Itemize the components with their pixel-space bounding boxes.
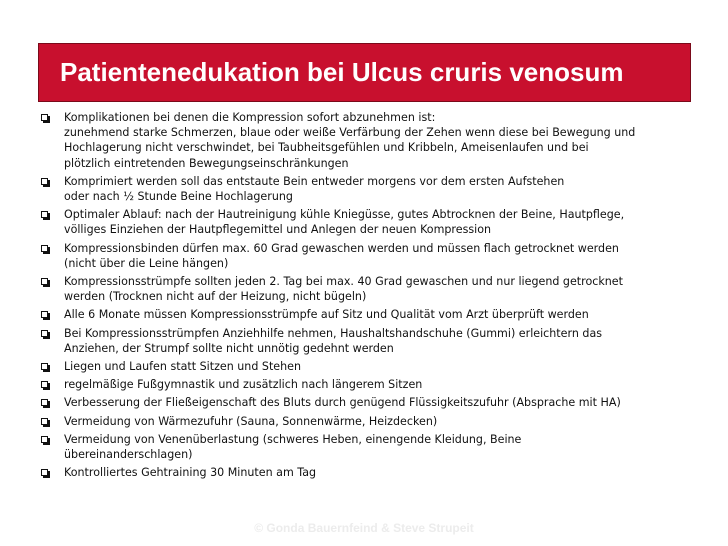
list-item-text: Optimaler Ablauf: nach der Hautreinigung kühle Kniegüsse, gutes Abtrocknen der Beine, Hautpflege, — [64, 208, 625, 222]
list-item-text: Hochlagerung nicht verschwindet, bei Taubheitsgefühlen und Kribbeln, Ameisenlaufen und bei — [64, 141, 589, 155]
list-item — [41, 359, 691, 374]
list-item-text: völliges Einziehen der Hautpflegemittel und Anlegen der neuen Kompression — [64, 223, 492, 237]
list-item — [41, 241, 691, 271]
list-item-text: zunehmend starke Schmerzen, blaue oder weiße Verfärbung der Zehen wenn diese bei Bewegung und — [64, 126, 636, 140]
list-item-text: oder nach ½ Stunde Beine Hochlagerung — [64, 190, 293, 204]
checkbox-square-icon — [41, 211, 48, 218]
checkbox-square-icon — [41, 469, 48, 476]
list-item-text: Vermeidung von Venenüberlastung (schweres Heben, einengende Kleidung, Beine — [64, 432, 522, 446]
list-item-text: Liegen und Laufen statt Sitzen und Stehen — [64, 360, 302, 374]
list-item — [41, 207, 691, 237]
list-item-text: Komprimiert werden soll das entstaute Bein entweder morgens vor dem ersten Aufstehen — [64, 174, 565, 188]
list-item-text: Vermeidung von Wärmezufuhr (Sauna, Sonnenwärme, Heizdecken) — [64, 414, 438, 428]
list-item-text: (nicht über die Leine hängen) — [64, 256, 229, 270]
list-item — [41, 326, 691, 356]
checkbox-square-icon — [41, 278, 48, 285]
list-item — [41, 274, 691, 304]
copyright-watermark: © Gonda Bauernfeind & Steve Strupeit — [254, 521, 474, 535]
list-item — [41, 414, 691, 429]
list-item — [41, 307, 691, 322]
bullet-list — [41, 110, 691, 483]
list-item — [41, 432, 691, 462]
checkbox-square-icon — [41, 436, 48, 443]
checkbox-square-icon — [41, 311, 48, 318]
list-item-text: Kompressionsstrümpfe sollten jeden 2. Tag bei max. 40 Grad gewaschen und nur liegend getrocknet — [64, 275, 623, 289]
checkbox-square-icon — [41, 114, 48, 121]
list-item-text: regelmäßige Fußgymnastik und zusätzlich nach längerem Sitzen — [64, 378, 423, 392]
list-item — [41, 395, 691, 410]
list-item-text: Bei Kompressionsstrümpfen Anziehhilfe nehmen, Haushaltshandschuhe (Gummi) erleichtern das — [64, 326, 603, 340]
list-item-text: werden (Trocknen nicht auf der Heizung, nicht bügeln) — [64, 290, 367, 304]
list-item-text: plötzlich eintretenden Bewegungseinschränkungen — [64, 156, 349, 170]
checkbox-square-icon — [41, 381, 48, 388]
list-item-text: Kompressionsbinden dürfen max. 60 Grad gewaschen werden und müssen flach getrocknet werden — [64, 241, 619, 255]
checkbox-square-icon — [41, 363, 48, 370]
list-item — [41, 465, 691, 480]
checkbox-square-icon — [41, 418, 48, 425]
checkbox-square-icon — [41, 399, 48, 406]
title-bar — [38, 43, 691, 102]
checkbox-square-icon — [41, 178, 48, 185]
checkbox-square-icon — [41, 330, 48, 337]
list-item-text: Verbesserung der Fließeigenschaft des Bluts durch genügend Flüssigkeitszufuhr (Absprache mit HA) — [64, 396, 621, 410]
list-item — [41, 174, 691, 204]
list-item-text: übereinanderschlagen) — [64, 448, 193, 462]
slide-title: Patientenedukation bei Ulcus cruris venosum — [60, 57, 624, 87]
list-item — [41, 377, 691, 392]
list-item — [41, 110, 691, 171]
list-item-text: Anziehen, der Strumpf sollte nicht unnötig gedehnt werden — [64, 341, 394, 355]
list-item-text: Alle 6 Monate müssen Kompressionsstrümpfe auf Sitz und Qualität vom Arzt überprüft werden — [64, 308, 589, 322]
checkbox-square-icon — [41, 245, 48, 252]
list-item-text: Kontrolliertes Gehtraining 30 Minuten am Tag — [64, 466, 317, 480]
list-item-text: Komplikationen bei denen die Kompression sofort abzunehmen ist: — [64, 111, 436, 124]
